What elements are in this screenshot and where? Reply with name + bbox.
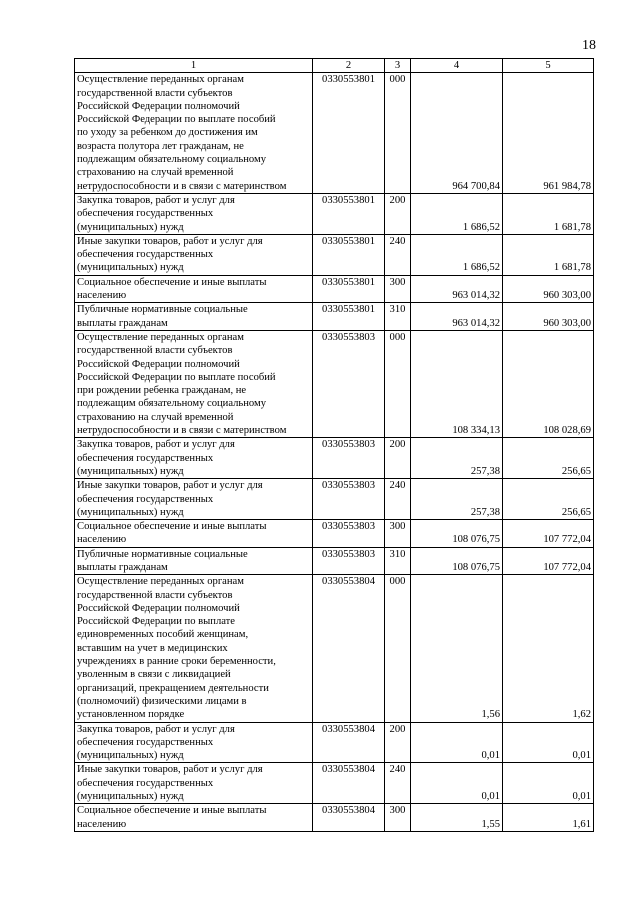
- row-code-cell: 0330553803: [313, 520, 385, 548]
- table-row: [75, 73, 594, 194]
- row-sum-2019-cell: 257,38: [411, 479, 503, 520]
- column-header: 2: [313, 59, 385, 73]
- table-row: [75, 438, 594, 479]
- row-vr-cell: 240: [385, 234, 411, 275]
- table-row: [75, 547, 594, 575]
- row-code-cell: 0330553804: [313, 575, 385, 722]
- row-code-cell: 0330553803: [313, 479, 385, 520]
- row-vr-cell: 240: [385, 763, 411, 804]
- row-code-cell: 0330553801: [313, 73, 385, 194]
- row-sum-2020-cell: 0,01: [503, 763, 594, 804]
- row-name-cell: Публичные нормативные социальные выплаты гражданам: [75, 303, 313, 331]
- row-sum-2019-cell: 964 700,84: [411, 73, 503, 194]
- row-sum-2020-cell: 960 303,00: [503, 303, 594, 331]
- row-sum-2020-cell: 108 028,69: [503, 330, 594, 437]
- column-header: 1: [75, 59, 313, 73]
- row-vr-cell: 240: [385, 479, 411, 520]
- row-name-cell: Закупка товаров, работ и услуг для обеспечения государственных (муниципальных) нужд: [75, 438, 313, 479]
- row-sum-2019-cell: 1,56: [411, 575, 503, 722]
- row-vr-cell: 300: [385, 275, 411, 303]
- row-name-cell: Социальное обеспечение и иные выплаты населению: [75, 804, 313, 832]
- row-sum-2020-cell: 1 681,78: [503, 234, 594, 275]
- row-sum-2019-cell: 0,01: [411, 763, 503, 804]
- row-vr-cell: 000: [385, 330, 411, 437]
- row-vr-cell: 000: [385, 73, 411, 194]
- table-row: [75, 520, 594, 548]
- row-sum-2019-cell: 108 334,13: [411, 330, 503, 437]
- row-sum-2020-cell: 960 303,00: [503, 275, 594, 303]
- row-sum-2019-cell: 963 014,32: [411, 275, 503, 303]
- row-code-cell: 0330553803: [313, 330, 385, 437]
- row-sum-2019-cell: 1 686,52: [411, 193, 503, 234]
- row-name-cell: Публичные нормативные социальные выплаты гражданам: [75, 547, 313, 575]
- row-sum-2019-cell: 108 076,75: [411, 520, 503, 548]
- row-sum-2020-cell: 1,61: [503, 804, 594, 832]
- row-sum-2020-cell: 1 681,78: [503, 193, 594, 234]
- row-name-cell: Осуществление переданных органам государственной власти субъектов Российской Федерации полномочий Российской Федерации по выплате единовременных пособий женщинам, вставшим на учет в медицинских учреждениях в ранние сроки беременности, уволенным в связи с ликвидацией организаций, прекращением деятельности (полномочий) физическими лицами в установленном порядке: [75, 575, 313, 722]
- row-code-cell: 0330553803: [313, 438, 385, 479]
- row-sum-2019-cell: 257,38: [411, 438, 503, 479]
- row-name-cell: Иные закупки товаров, работ и услуг для обеспечения государственных (муниципальных) нужд: [75, 234, 313, 275]
- table-row: [75, 575, 594, 722]
- row-name-cell: Закупка товаров, работ и услуг для обеспечения государственных (муниципальных) нужд: [75, 193, 313, 234]
- row-code-cell: 0330553804: [313, 722, 385, 763]
- row-code-cell: 0330553803: [313, 547, 385, 575]
- row-code-cell: 0330553801: [313, 303, 385, 331]
- row-vr-cell: 200: [385, 438, 411, 479]
- row-sum-2020-cell: 961 984,78: [503, 73, 594, 194]
- row-code-cell: 0330553801: [313, 234, 385, 275]
- row-name-cell: Закупка товаров, работ и услуг для обеспечения государственных (муниципальных) нужд: [75, 722, 313, 763]
- row-sum-2020-cell: 256,65: [503, 479, 594, 520]
- row-sum-2020-cell: 107 772,04: [503, 547, 594, 575]
- row-sum-2019-cell: 1,55: [411, 804, 503, 832]
- budget-table-body: [75, 59, 594, 832]
- table-row: [75, 193, 594, 234]
- row-sum-2020-cell: 1,62: [503, 575, 594, 722]
- table-row: [75, 275, 594, 303]
- table-row: [75, 234, 594, 275]
- table-row: [75, 303, 594, 331]
- row-code-cell: 0330553801: [313, 193, 385, 234]
- row-code-cell: 0330553801: [313, 275, 385, 303]
- row-code-cell: 0330553804: [313, 763, 385, 804]
- row-vr-cell: 200: [385, 193, 411, 234]
- row-vr-cell: 300: [385, 804, 411, 832]
- row-name-cell: Осуществление переданных органам государственной власти субъектов Российской Федерации полномочий Российской Федерации по выплате пособий по уходу за ребенком до достижения им возраста полутора лет гражданам, не подлежащим обязательному социальному страхованию на случай временной нетрудоспособности и в связи с материнством: [75, 73, 313, 194]
- row-sum-2020-cell: 0,01: [503, 722, 594, 763]
- row-name-cell: Осуществление переданных органам государственной власти субъектов Российской Федерации полномочий Российской Федерации по выплате пособий при рождении ребенка гражданам, не подлежащим обязательному социальному страхованию на случай временной нетрудоспособности и в связи с материнством: [75, 330, 313, 437]
- row-sum-2020-cell: 256,65: [503, 438, 594, 479]
- row-name-cell: Иные закупки товаров, работ и услуг для обеспечения государственных (муниципальных) нужд: [75, 479, 313, 520]
- table-row: [75, 763, 594, 804]
- column-header: 3: [385, 59, 411, 73]
- table-row: [75, 722, 594, 763]
- row-vr-cell: 310: [385, 547, 411, 575]
- row-vr-cell: 300: [385, 520, 411, 548]
- table-header-row: [75, 59, 594, 73]
- column-header: 5: [503, 59, 594, 73]
- row-name-cell: Социальное обеспечение и иные выплаты населению: [75, 275, 313, 303]
- row-sum-2020-cell: 107 772,04: [503, 520, 594, 548]
- row-sum-2019-cell: 0,01: [411, 722, 503, 763]
- row-vr-cell: 000: [385, 575, 411, 722]
- row-sum-2019-cell: 963 014,32: [411, 303, 503, 331]
- row-sum-2019-cell: 1 686,52: [411, 234, 503, 275]
- row-name-cell: Социальное обеспечение и иные выплаты населению: [75, 520, 313, 548]
- budget-table: [74, 58, 594, 832]
- table-row: [75, 479, 594, 520]
- column-header: 4: [411, 59, 503, 73]
- row-name-cell: Иные закупки товаров, работ и услуг для обеспечения государственных (муниципальных) нужд: [75, 763, 313, 804]
- row-vr-cell: 310: [385, 303, 411, 331]
- table-row: [75, 804, 594, 832]
- row-vr-cell: 200: [385, 722, 411, 763]
- table-row: [75, 330, 594, 437]
- page-number: 18: [582, 38, 596, 53]
- row-sum-2019-cell: 108 076,75: [411, 547, 503, 575]
- row-code-cell: 0330553804: [313, 804, 385, 832]
